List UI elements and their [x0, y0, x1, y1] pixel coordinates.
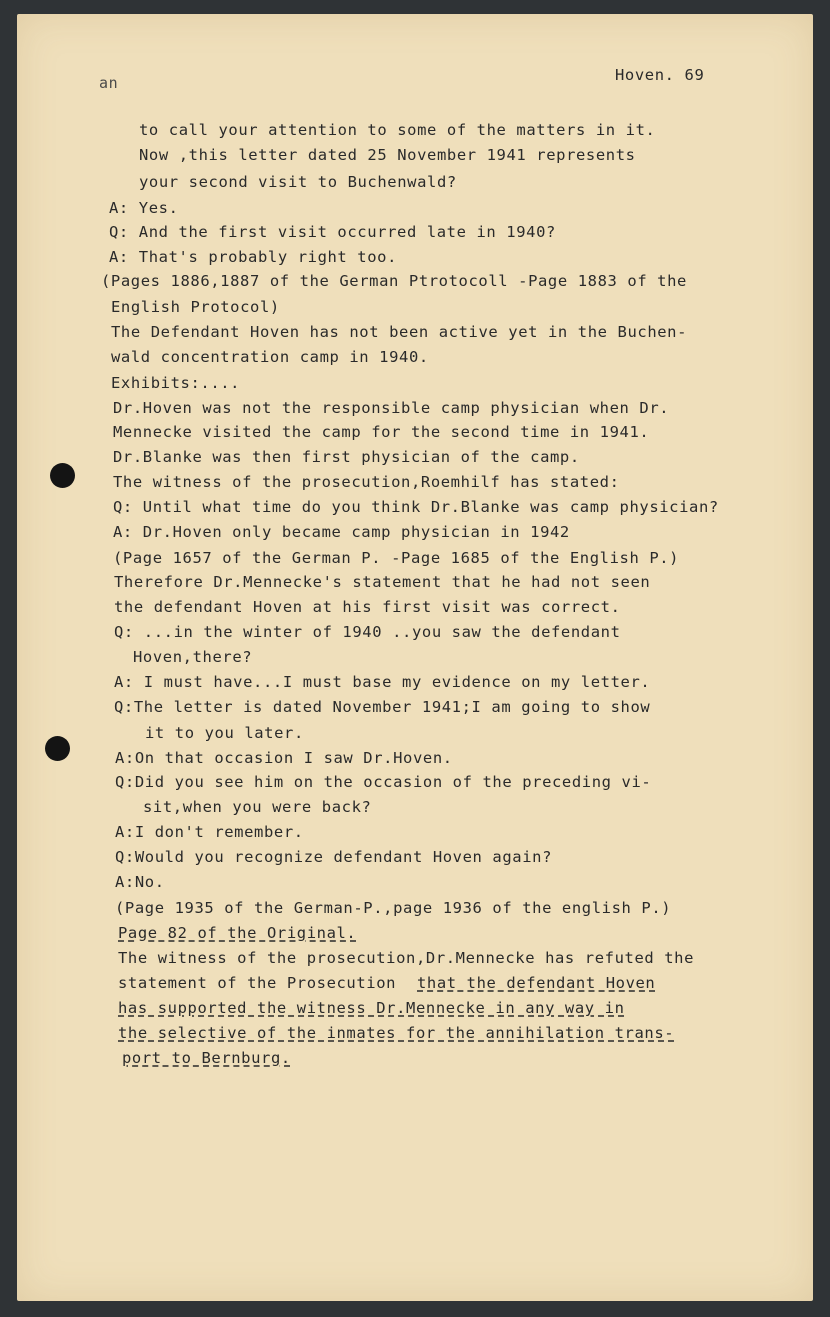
text-line: The witness of the prosecution,Dr.Mennecke has refuted the: [118, 949, 695, 967]
punch-hole-top: [50, 463, 75, 488]
original-page-note: Page 82 of the Original.: [118, 924, 357, 942]
text-line: to call your attention to some of the matters in it.: [139, 121, 656, 139]
text-line: Q: Until what time do you think Dr.Blanke was camp physician?: [113, 498, 719, 516]
text-line: Therefore Dr.Mennecke's statement that he had not seen: [114, 573, 651, 591]
text-line: Exhibits:....: [111, 374, 241, 392]
text-line: A: That's probably right too.: [109, 248, 398, 266]
header-left-fragment: an: [99, 74, 119, 92]
text-line: Q:Did you see him on the occasion of the preceding vi-: [115, 773, 652, 791]
text-line: Dr.Hoven was not the responsible camp physician when Dr.: [113, 399, 670, 417]
underlined-text: has supported the witness Dr.Mennecke in any way in: [118, 999, 625, 1017]
text-line: (Page 1935 of the German-P.,page 1936 of the english P.): [115, 899, 672, 917]
text-line: the defendant Hoven at his first visit was correct.: [114, 598, 621, 616]
punch-hole-bottom: [45, 736, 70, 761]
text-line: (Pages 1886,1887 of the German Ptrotocoll -Page 1883 of the: [101, 272, 687, 290]
underlined-text: that the defendant Hoven: [417, 974, 656, 992]
text-line: statement of the Prosecution: [118, 974, 397, 992]
text-line: Q: ...in the winter of 1940 ..you saw the defendant: [114, 623, 621, 641]
text-line: A: Dr.Hoven only became camp physician in 1942: [113, 523, 570, 541]
text-line: A:On that occasion I saw Dr.Hoven.: [115, 749, 453, 767]
text-line: your second visit to Buchenwald?: [139, 173, 457, 191]
text-line: A:No.: [115, 873, 165, 891]
text-line: The Defendant Hoven has not been active yet in the Buchen-: [111, 323, 688, 341]
document-page: [17, 14, 813, 1301]
text-line: A:I don't remember.: [115, 823, 304, 841]
text-line: (Page 1657 of the German P. -Page 1685 of the English P.): [113, 549, 680, 567]
text-line: Dr.Blanke was then first physician of the camp.: [113, 448, 580, 466]
underlined-text: port to Bernburg.: [122, 1049, 291, 1067]
text-line: A: Yes.: [109, 199, 179, 217]
text-line: wald concentration camp in 1940.: [111, 348, 429, 366]
page-reference: Hoven. 69: [615, 66, 705, 84]
text-line: Mennecke visited the camp for the second time in 1941.: [113, 423, 650, 441]
text-line: A: I must have...I must base my evidence on my letter.: [114, 673, 651, 691]
text-line: Now ,this letter dated 25 November 1941 represents: [139, 146, 636, 164]
text-line: English Protocol): [111, 298, 280, 316]
text-line: Q:Would you recognize defendant Hoven again?: [115, 848, 552, 866]
text-line: Q: And the first visit occurred late in 1940?: [109, 223, 556, 241]
text-line: The witness of the prosecution,Roemhilf has stated:: [113, 473, 620, 491]
text-line: it to you later.: [145, 724, 304, 742]
text-line: Q:The letter is dated November 1941;I am going to show: [114, 698, 651, 716]
underlined-text: the selective of the inmates for the annihilation trans-: [118, 1024, 675, 1042]
text-line: sit,when you were back?: [143, 798, 372, 816]
text-line: Hoven,there?: [133, 648, 253, 666]
